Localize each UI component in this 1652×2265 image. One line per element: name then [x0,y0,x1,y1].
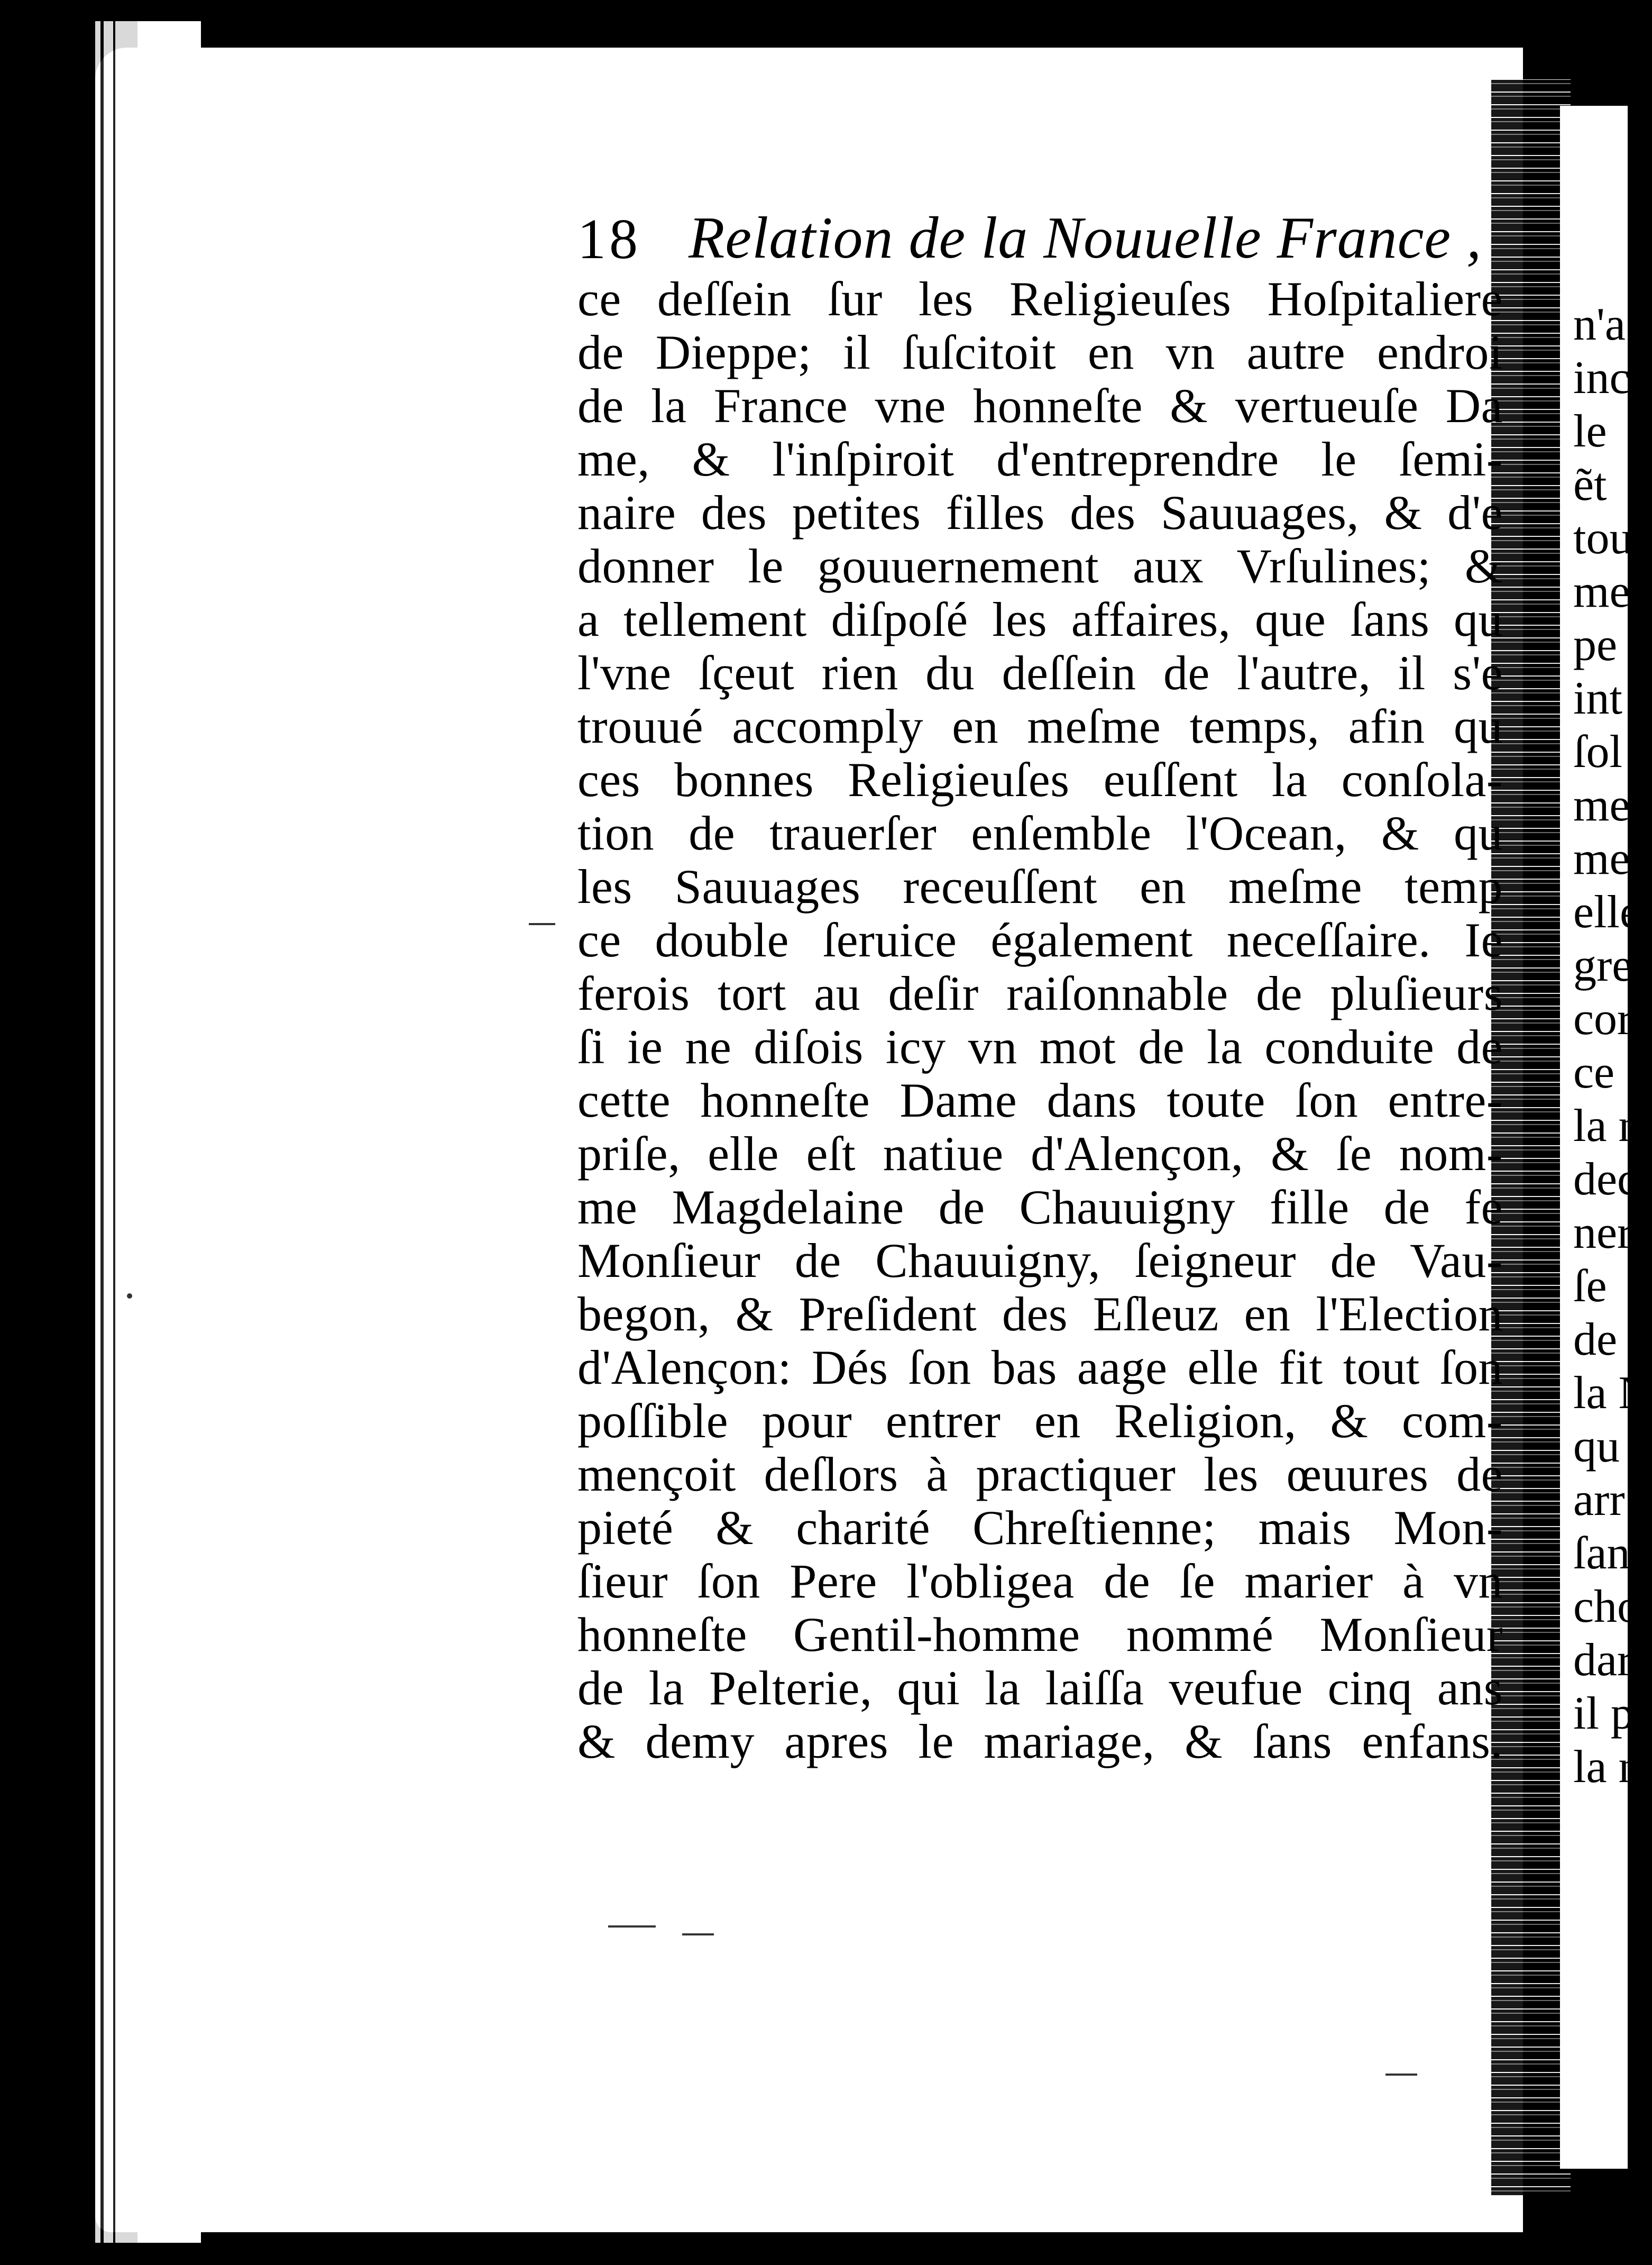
facing-page-line: ẽt [1573,459,1607,510]
text-line: de Dieppe; il ſuſcitoit en vn autre endroi [577,325,1503,379]
text-line: pieté & charité Chreſtienne; mais Mon- [577,1501,1503,1555]
text-line: cette honneſte Dame dans toute ſon entre- [577,1073,1503,1127]
facing-page-line: ſol [1573,726,1622,778]
text-line: les Sauuages receuſſent en meſme temp [577,860,1503,914]
facing-page-line: me [1573,780,1630,831]
facing-page-line: de [1573,1314,1618,1365]
facing-page-line: inc [1573,352,1630,404]
text-line: poſſible pour entrer en Religion, & com- [577,1394,1503,1448]
text-line: priſe, elle eſt natiue d'Alençon, & ſe nom- [577,1127,1503,1181]
text-line: naire des petites filles des Sauuages, & d'e [577,486,1503,540]
scan-artefact [1385,2074,1417,2076]
scan-artefact [682,1933,714,1935]
text-line: ces bonnes Religieuſes euſſent la conſola- [577,753,1503,807]
facing-page-line: n'a [1573,299,1626,350]
scan-artefact [608,1925,656,1928]
facing-page-line: ner [1573,1207,1633,1258]
page-margin [137,21,201,2243]
page-text-block [577,188,1524,1768]
text-line: me Magdelaine de Chauuigny fille de fe [577,1180,1503,1234]
text-line: d'Alençon: Dés ſon bas aage elle fit tout ſon [577,1340,1503,1394]
facing-page-line: elle [1573,887,1641,938]
facing-page-line: ſan [1573,1528,1630,1579]
facing-page-line: gre [1573,940,1633,991]
facing-page-line: pe [1573,619,1618,671]
text-line: a tellement diſpoſé les affaires, que ſans qu [577,592,1503,646]
text-line: honneſte Gentil-homme nommé Monſieur [577,1608,1503,1661]
facing-page-line: dec [1573,1154,1638,1205]
text-line: begon, & Preſident des Eſleuz en l'Election [577,1287,1503,1341]
scan-artefact [127,1293,132,1299]
text-line: mençoit deſlors à practiquer les œuures de [577,1447,1503,1501]
facing-page-line: qu [1573,1421,1620,1472]
text-line: Monſieur de Chauuigny, ſeigneur de Vau- [577,1234,1503,1287]
page-number: 18 [577,208,641,271]
facing-page-line: la N [1573,1367,1652,1419]
facing-page-line: me [1573,566,1630,617]
facing-page-line: dar [1573,1634,1633,1686]
facing-page-line: cho [1573,1581,1641,1632]
text-line: me, & l'inſpiroit d'entreprendre le ſemi- [577,432,1503,486]
facing-page-line: la n [1573,1100,1642,1152]
text-line: ſi ie ne diſois icy vn mot de la conduite de [577,1020,1503,1074]
text-line: de la France vne honneſte & vertueuſe Da [577,379,1503,433]
text-line: donner le gouuernement aux Vrſulines; & [577,539,1503,593]
facing-page-line: la n [1573,1741,1642,1793]
text-line: de la Pelterie, qui la laiſſa veufue cinq ans [577,1661,1503,1715]
text-line: l'vne ſçeut rien du deſſein de l'autre, il s'e [577,646,1503,700]
facing-page-line: il p [1573,1688,1634,1739]
text-line: trouué accomply en meſme temps, afin qu [577,699,1503,753]
facing-page-line: ſe [1573,1261,1607,1312]
text-line: ferois tort au deſir raiſonnable de pluſieurs [577,966,1503,1020]
facing-page-line: arr [1573,1474,1625,1526]
text-line: ſieur ſon Pere l'obligea de ſe marier à vn [577,1554,1503,1608]
text-line: tion de trauerſer enſemble l'Ocean, & qu [577,806,1503,860]
facing-page-line: tou [1573,513,1633,564]
facing-page-line: cor [1573,993,1633,1045]
facing-page-line: int [1573,673,1622,724]
facing-page-line: le [1573,406,1607,457]
page-header [577,188,1524,272]
text-line: ce deſſein ſur les Religieuſes Hoſpitaliere [577,272,1503,326]
text-line: & demy apres le mariage, & ſans enfans. [577,1714,1503,1768]
running-title: Relation de la Nouuelle France , [689,205,1482,271]
text-line: ce double ſeruice également neceſſaire. Ie [577,913,1503,967]
facing-page-line: me [1573,833,1630,884]
facing-page-line: ce [1573,1047,1615,1098]
scan-artefact [529,923,555,925]
